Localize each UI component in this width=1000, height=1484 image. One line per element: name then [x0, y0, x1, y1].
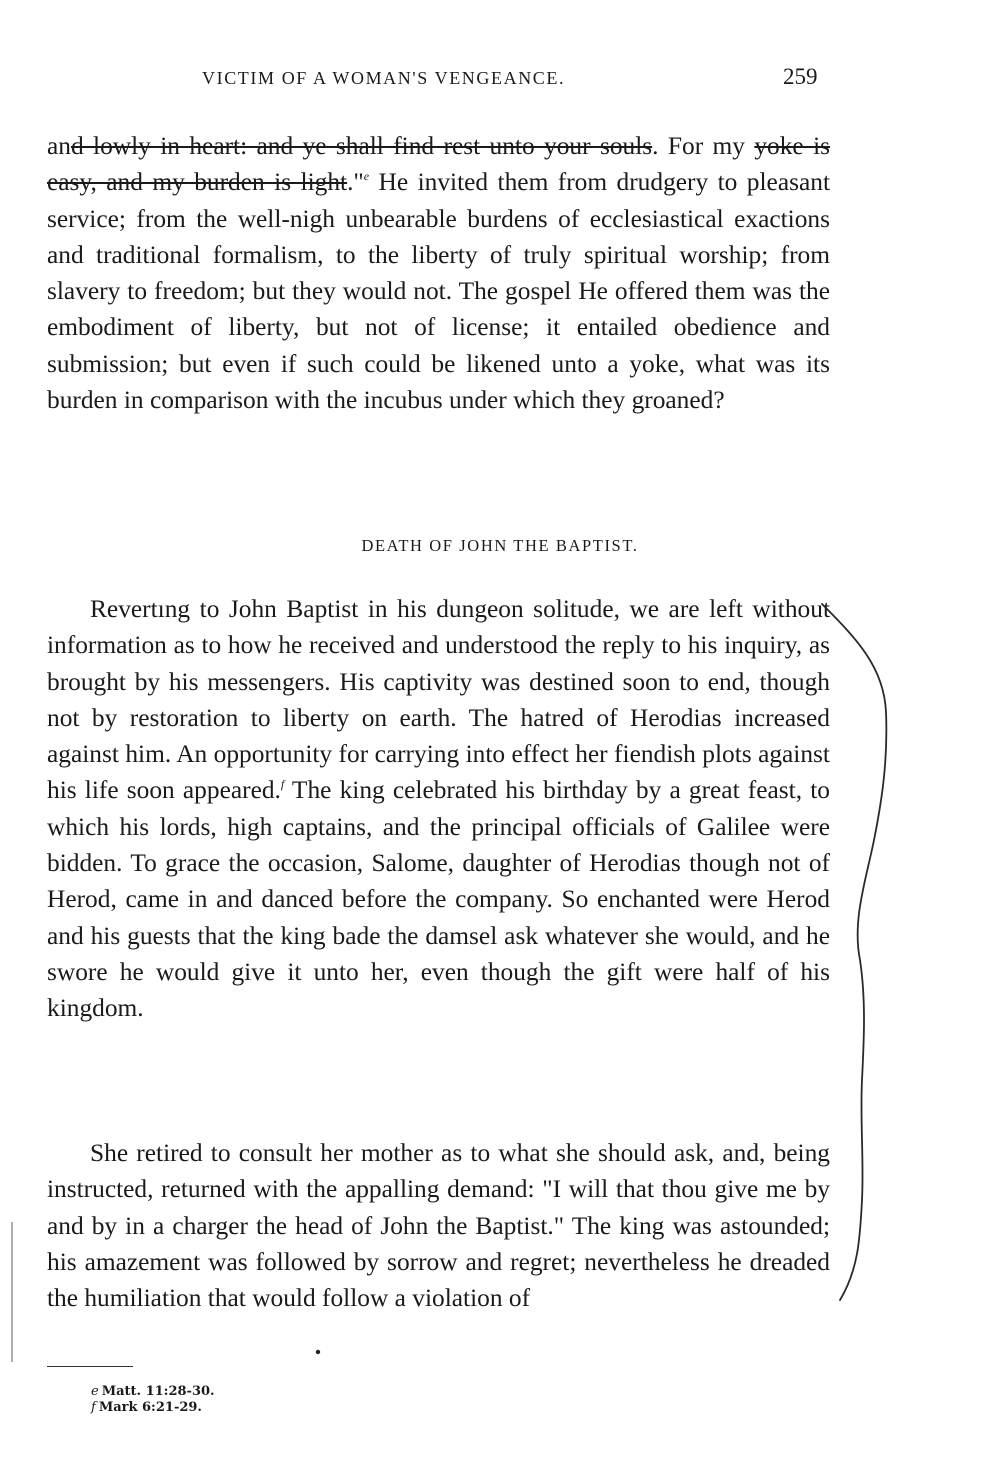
footnote-ref-e: e — [363, 169, 370, 184]
footnote-f — [91, 1400, 215, 1416]
footnote-text: Mark 6:21-29. — [98, 1400, 202, 1415]
running-head — [0, 64, 1000, 98]
struck-through-text-2: yoke is easy, and my burden is light — [47, 132, 831, 197]
margin-bracket-stroke — [822, 604, 886, 1300]
paragraph-reverting — [47, 591, 830, 1027]
footnote-mark: e — [91, 1384, 99, 1399]
footnote-divider — [47, 1366, 133, 1367]
paragraph-body: He invited them from drudgery to pleasant service; from the well-nigh unbearable burdens of ecclesiastical exactions and traditional formalism, to the liberty of truly spiritual worship; from slavery to freedom; but they would not. The gospel He offered them was the embodiment of liberty, but not of license; it entailed obedience and submission; but even if such could be likened unto a yoke, what was its burden in comparison with the incubus under which they groaned? — [47, 168, 830, 415]
footnote-ref-f: f — [280, 777, 285, 792]
paragraph-text: She retired to consult her mother as to what she should ask, and, being instructed, returned with the appalling demand: "I will that thou give me by and by in a charger the head of John the Baptist." The king was astounded; his amazement was followed by sorrow and regret; nevertheless he dreaded the humiliation that would follow a violation of — [47, 1139, 830, 1313]
quote-text: . For my — [652, 132, 755, 160]
footnote-mark: f — [91, 1400, 96, 1415]
footnotes — [91, 1384, 215, 1416]
paragraph-continued — [47, 128, 830, 418]
struck-through-text: d lowly in heart: and ye shall find rest unto your souls — [70, 132, 653, 160]
page-number: 259 — [783, 64, 818, 89]
ink-dot — [316, 1350, 320, 1354]
footnote-e — [91, 1384, 215, 1400]
quote-close: ." — [347, 168, 364, 197]
lead-text: an — [47, 132, 71, 160]
running-head-title: VICTIM OF A WOMAN'S VENGEANCE. — [202, 68, 566, 88]
footnote-text: Matt. 11:28-30. — [101, 1384, 215, 1399]
paragraph-she-retired — [47, 1135, 830, 1316]
paragraph-text-continued: The king celebrated his birthday by a great feast, to which his lords, high captains, and the principal officials of Galilee were bidden. To grace the occasion, Salome, daughter of Herodias though not of Herod, came in and danced before the company. So enchanted were Herod and his guests that the king bade the damsel ask whatever she would, and he swore he would give it unto her, even though the gift were half of his kingdom. — [47, 776, 830, 1023]
section-heading: DEATH OF JOHN THE BAPTIST. — [361, 536, 639, 555]
paragraph-text: Revertıng to John Baptist in his dungeon solitude, we are left without information as to how he received and understood the reply to his inquiry, as brought by his messengers. His captivity was destined soon to end, though not by restoration to liberty on earth. The hatred of Herodias increased against him. An opportunity for carrying into effect her fiendish plots against his life soon appeared. — [47, 595, 830, 805]
